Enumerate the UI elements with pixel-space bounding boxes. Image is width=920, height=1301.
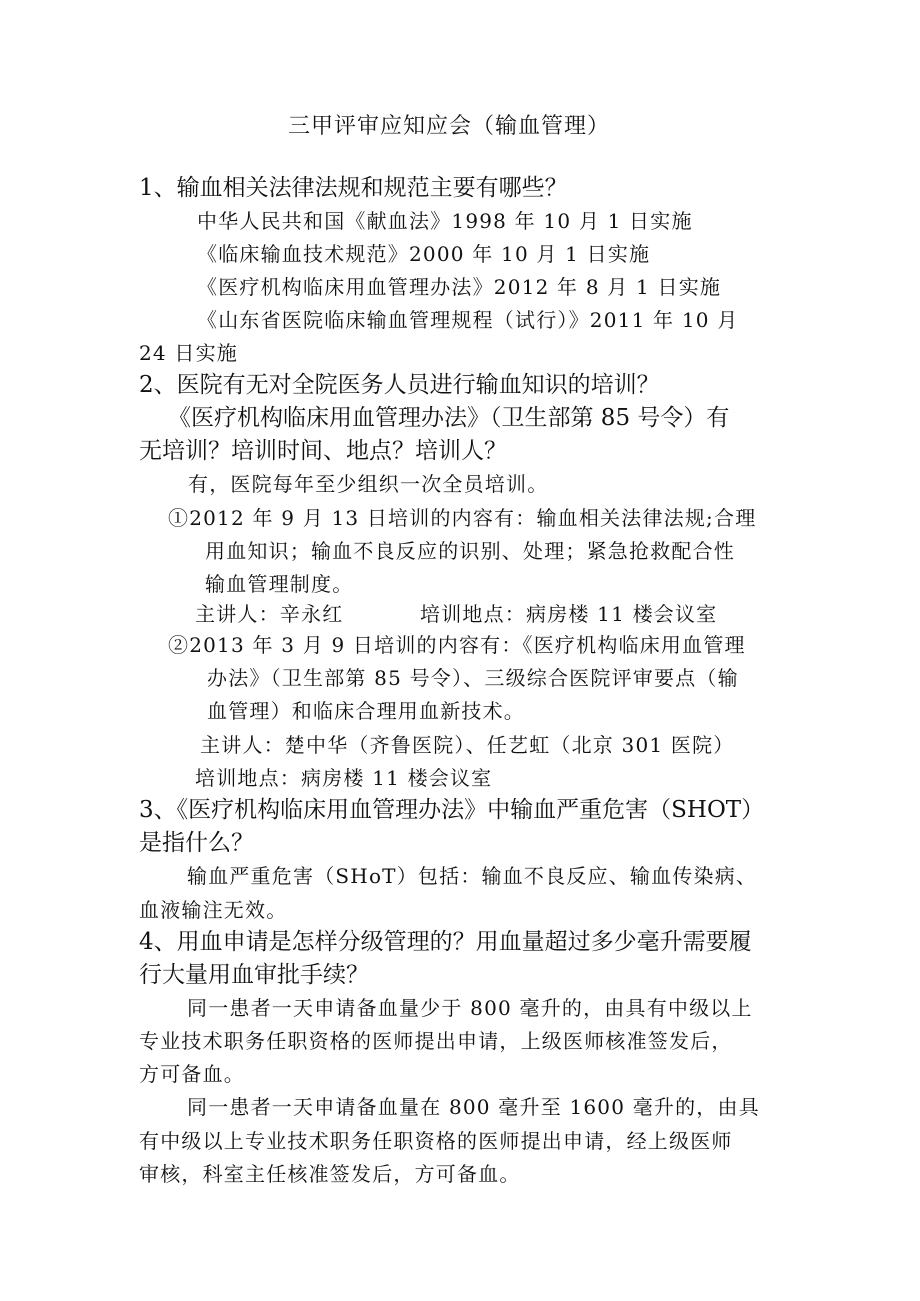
training-location-2: 培训地点：病房楼 11 楼会议室: [195, 766, 493, 790]
lecturer-1: 主讲人：辛永红: [195, 602, 344, 626]
training-location-1: 培训地点：病房楼 11 楼会议室: [420, 602, 718, 626]
answer-2-line-5: ②2013 年 3 月 9 日培训的内容有：《医疗机构临床用血管理: [168, 633, 746, 657]
answer-2-line-7: 血管理）和临床合理用血新技术。: [207, 699, 525, 723]
answer-3-line-2: 血液输注无效。: [139, 898, 288, 922]
question-1: 1、输血相关法律法规和规范主要有哪些？: [139, 175, 568, 201]
question-4-line-2: 行大量用血审批手续？: [139, 962, 369, 988]
answer-4-line-1: 同一患者一天申请备血量少于 800 毫升的，由具有中级以上: [187, 996, 753, 1020]
question-2-line-1: 2、医院有无对全院医务人员进行输血知识的培训？: [139, 372, 660, 398]
answer-4-line-2: 专业技术职务任职资格的医师提出申请，上级医师核准签发后，: [139, 1029, 733, 1053]
answer-1-line-1: 中华人民共和国《献血法》1998 年 10 月 1 日实施: [197, 209, 693, 233]
question-3-line-1: 3、《医疗机构临床用血管理办法》中输血严重危害（SHOT）: [139, 797, 765, 823]
answer-2-line-4: 输血管理制度。: [205, 572, 354, 596]
question-2-line-2: 《医疗机构临床用血管理办法》（卫生部第 85 号令）有: [168, 405, 730, 431]
answer-2-line-2: ①2012 年 9 月 13 日培训的内容有：输血相关法律法规;合理: [168, 506, 757, 530]
answer-4-line-3: 方可备血。: [139, 1062, 245, 1086]
question-4-line-1: 4、用血申请是怎样分级管理的？用血量超过多少毫升需要履: [139, 929, 752, 955]
answer-3-line-1: 输血严重危害（SHoT）包括：输血不良反应、输血传染病、: [187, 864, 758, 888]
page-title: 三甲评审应知应会（输血管理）: [288, 114, 611, 139]
answer-2-line-3: 用血知识；输血不良反应的识别、处理；紧急抢救配合性: [205, 539, 735, 563]
answer-1-line-2: 《临床输血技术规范》2000 年 10 月 1 日实施: [197, 242, 651, 266]
question-3-line-2: 是指什么？: [139, 830, 254, 856]
answer-1-line-4: 《山东省医院临床输血管理规程（试行）》2011 年 10 月: [197, 308, 739, 332]
answer-1-line-5: 24 日实施: [139, 341, 239, 365]
answer-1-line-3: 《医疗机构临床用血管理办法》2012 年 8 月 1 日实施: [197, 275, 722, 299]
answer-4-line-4: 同一患者一天申请备血量在 800 毫升至 1600 毫升的，由具: [187, 1095, 760, 1119]
answer-4-line-5: 有中级以上专业技术职务任职资格的医师提出申请，经上级医师: [139, 1129, 733, 1153]
answer-2-line-1: 有，医院每年至少组织一次全员培训。: [188, 472, 549, 496]
question-2-line-3: 无培训？培训时间、地点？培训人？: [139, 438, 507, 464]
answer-4-line-6: 审核，科室主任核准签发后，方可备血。: [139, 1162, 521, 1186]
lecturer-2: 主讲人：楚中华（齐鲁医院）、任艺虹（北京 301 医院）: [200, 733, 735, 757]
answer-2-line-6: 办法》（卫生部第 85 号令）、三级综合医院评审要点（输: [207, 666, 739, 690]
